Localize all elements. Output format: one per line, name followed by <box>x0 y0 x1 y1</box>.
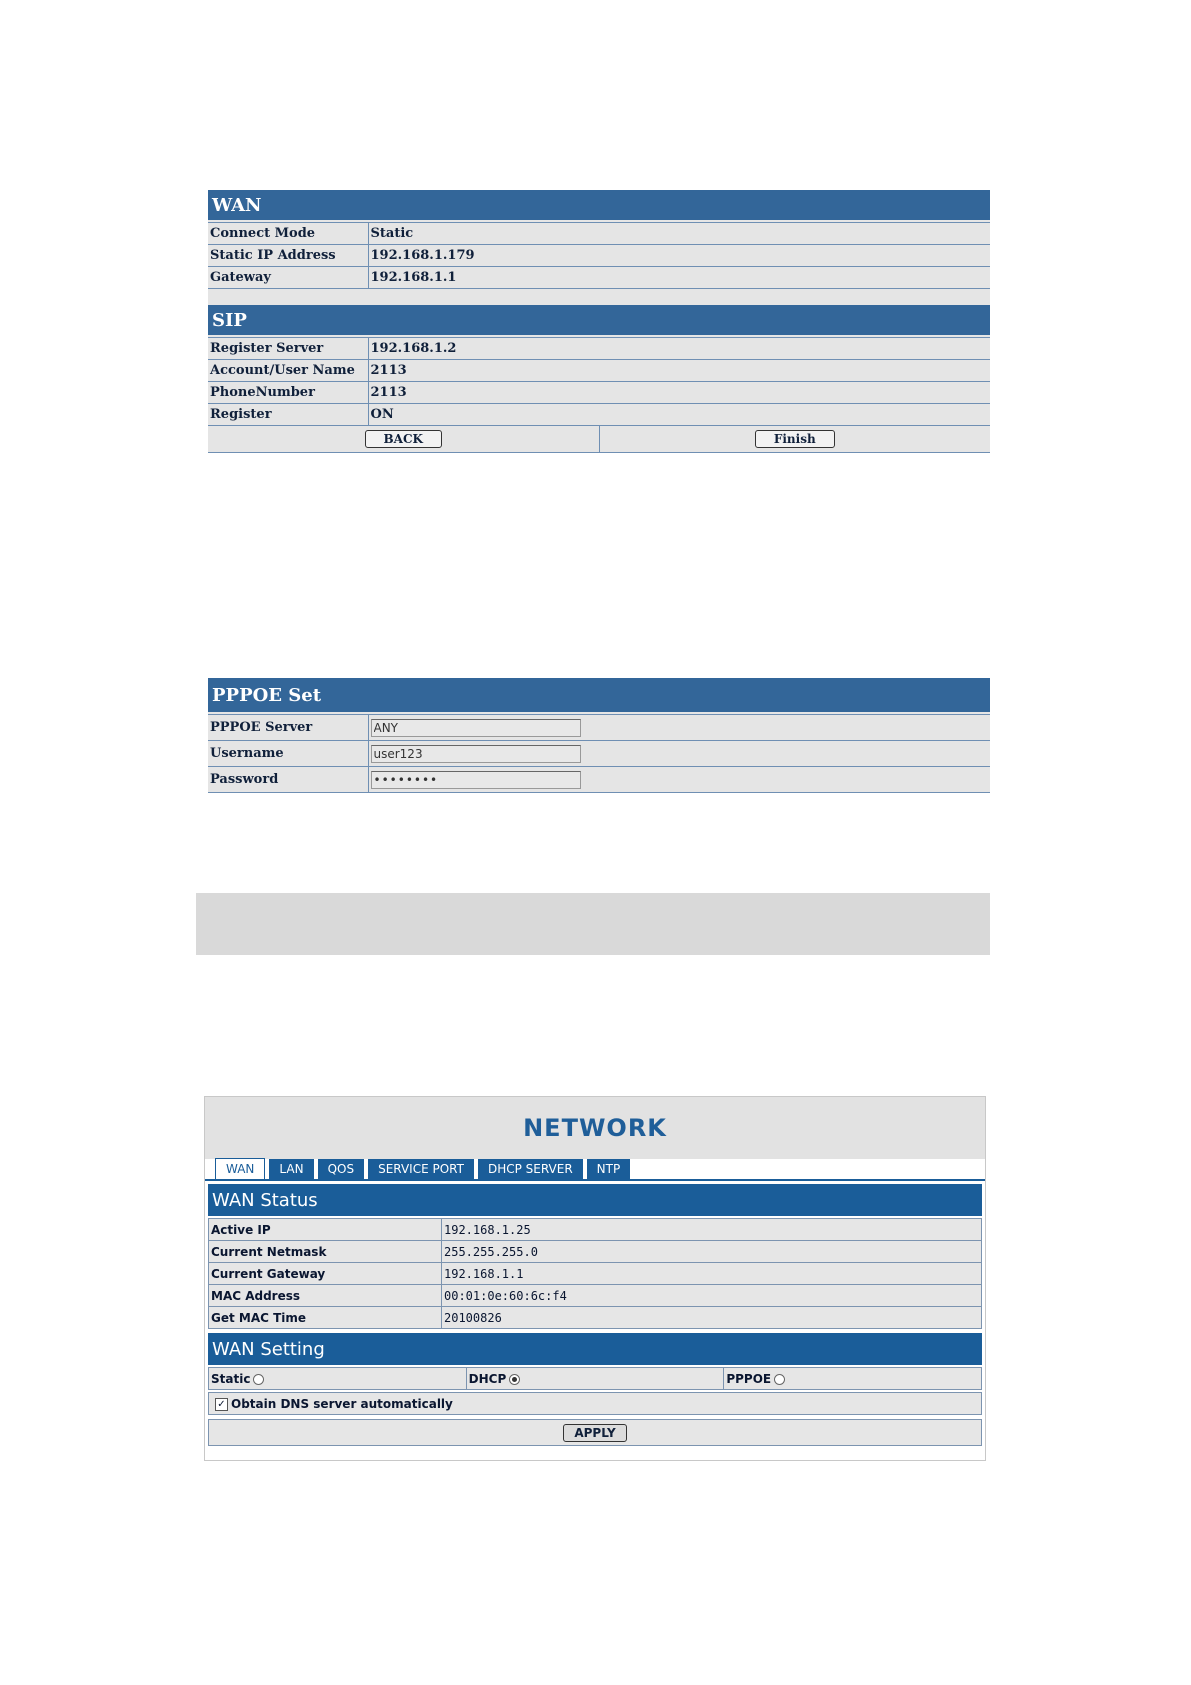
row-label: PhoneNumber <box>208 382 368 404</box>
tab-ntp[interactable]: NTP <box>587 1159 631 1179</box>
table-row <box>209 1285 982 1307</box>
summary-panel <box>208 190 990 453</box>
username-input[interactable] <box>371 745 581 763</box>
tab-qos[interactable]: QOS <box>318 1159 365 1179</box>
table-row <box>208 245 990 267</box>
tab-wan[interactable]: WAN <box>215 1158 265 1179</box>
table-row <box>209 1263 982 1285</box>
dhcp-radio[interactable] <box>509 1374 520 1385</box>
apply-table <box>208 1419 982 1446</box>
table-row <box>209 1241 982 1263</box>
sip-section-header <box>208 305 990 337</box>
table-row <box>209 1219 982 1241</box>
table-row <box>209 1393 982 1415</box>
page-title: NETWORK <box>523 1114 667 1142</box>
dhcp-option-label: DHCP <box>468 1371 507 1386</box>
apply-cell <box>209 1420 982 1446</box>
table-row <box>208 338 990 360</box>
row-value: 00:01:0e:60:6c:f4 <box>442 1285 982 1307</box>
table-row <box>208 715 990 741</box>
wan-summary-table <box>208 222 990 289</box>
wan-setting-header <box>208 1333 982 1365</box>
table-row <box>208 741 990 767</box>
table-row <box>208 267 990 289</box>
row-label: Account/User Name <box>208 360 368 382</box>
static-option-cell <box>209 1368 467 1390</box>
wan-section-header <box>208 190 990 222</box>
row-value: 192.168.1.2 <box>368 338 990 360</box>
dns-option-cell <box>209 1393 982 1415</box>
table-row <box>208 382 990 404</box>
row-label: Register <box>208 404 368 426</box>
row-value: 192.168.1.1 <box>368 267 990 289</box>
tab-service-port[interactable]: SERVICE PORT <box>368 1159 474 1179</box>
dhcp-option-cell <box>466 1368 724 1390</box>
row-label: MAC Address <box>209 1285 442 1307</box>
pppoe-option-label: PPPOE <box>726 1371 772 1386</box>
dns-option-label: Obtain DNS server automatically <box>231 1396 453 1411</box>
finish-button[interactable]: Finish <box>755 430 835 448</box>
dns-table <box>208 1392 982 1415</box>
pppoe-server-cell <box>368 715 990 741</box>
pppoe-server-input[interactable] <box>371 719 581 737</box>
dns-checkbox[interactable]: ✓ <box>215 1398 228 1411</box>
pppoe-radio[interactable] <box>774 1374 785 1385</box>
wan-status-header <box>208 1184 982 1216</box>
pppoe-option-cell <box>724 1368 982 1390</box>
network-header <box>205 1097 985 1159</box>
row-value: Static <box>368 223 990 245</box>
summary-button-row <box>208 426 990 453</box>
password-input[interactable] <box>371 771 581 789</box>
row-value: 192.168.1.179 <box>368 245 990 267</box>
row-value: 2113 <box>368 360 990 382</box>
wan-section-title: WAN <box>212 194 262 216</box>
network-tabs <box>205 1159 985 1181</box>
table-row <box>209 1368 982 1390</box>
row-label: Gateway <box>208 267 368 289</box>
table-row <box>208 767 990 793</box>
network-panel <box>204 1096 986 1461</box>
finish-button-cell <box>600 426 991 452</box>
pppoe-section-header <box>208 678 990 714</box>
table-row <box>208 404 990 426</box>
sip-summary-table <box>208 337 990 426</box>
table-row <box>209 1420 982 1446</box>
section-spacer <box>208 289 990 305</box>
wan-setting-title: WAN Setting <box>212 1338 325 1360</box>
pppoe-section-title: PPPOE Set <box>212 684 322 706</box>
back-button[interactable]: BACK <box>365 430 442 448</box>
table-row <box>208 360 990 382</box>
pppoe-table <box>208 714 990 793</box>
password-cell <box>368 767 990 793</box>
wan-setting-mode-table <box>208 1367 982 1390</box>
table-row <box>209 1307 982 1329</box>
username-label: Username <box>208 741 368 767</box>
row-label: Connect Mode <box>208 223 368 245</box>
wan-status-title: WAN Status <box>212 1189 318 1211</box>
row-label: Current Gateway <box>209 1263 442 1285</box>
username-cell <box>368 741 990 767</box>
pppoe-server-label: PPPOE Server <box>208 715 368 741</box>
row-label: Register Server <box>208 338 368 360</box>
row-value: 192.168.1.25 <box>442 1219 982 1241</box>
wan-status-table <box>208 1218 982 1329</box>
row-value: 2113 <box>368 382 990 404</box>
apply-button[interactable]: APPLY <box>563 1424 626 1442</box>
tab-dhcp-server[interactable]: DHCP SERVER <box>478 1159 583 1179</box>
password-label: Password <box>208 767 368 793</box>
static-radio[interactable] <box>253 1374 264 1385</box>
row-value: 192.168.1.1 <box>442 1263 982 1285</box>
row-label: Static IP Address <box>208 245 368 267</box>
row-value: 20100826 <box>442 1307 982 1329</box>
pppoe-panel <box>208 678 990 793</box>
row-label: Get MAC Time <box>209 1307 442 1329</box>
back-button-cell <box>208 426 600 452</box>
table-row <box>208 223 990 245</box>
row-value: ON <box>368 404 990 426</box>
row-label: Active IP <box>209 1219 442 1241</box>
sip-section-title: SIP <box>212 309 247 331</box>
tab-lan[interactable]: LAN <box>269 1159 313 1179</box>
static-option-label: Static <box>211 1371 251 1386</box>
gray-banner <box>196 893 990 955</box>
row-label: Current Netmask <box>209 1241 442 1263</box>
row-value: 255.255.255.0 <box>442 1241 982 1263</box>
